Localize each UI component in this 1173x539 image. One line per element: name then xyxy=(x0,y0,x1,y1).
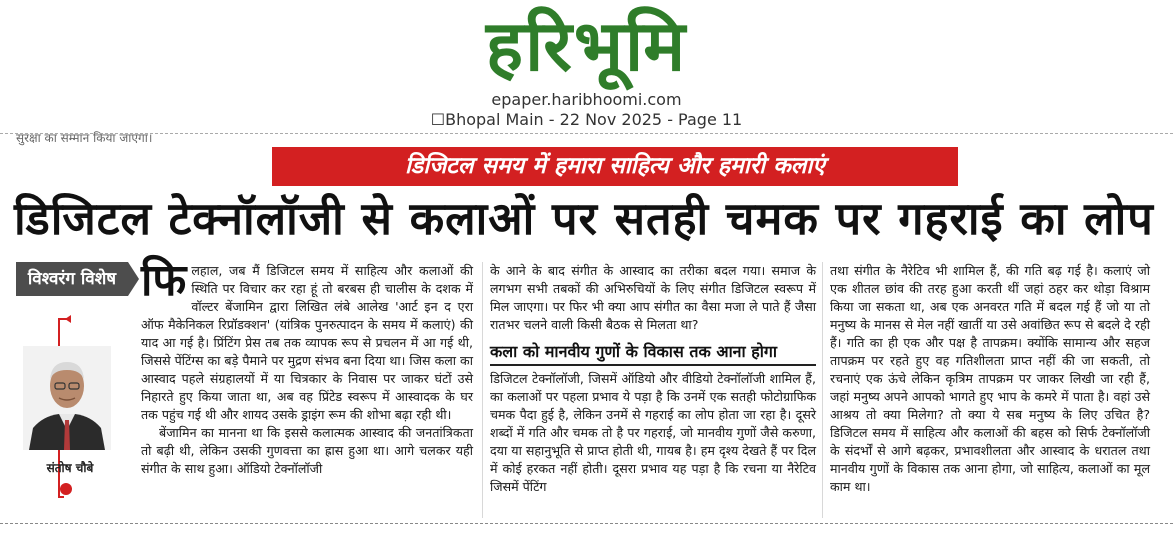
section-kicker: विश्वरंग विशेष xyxy=(16,262,128,296)
article-column-2 xyxy=(490,262,816,496)
article-headline: डिजिटल टेक्नॉलॉजी से कलाओं पर सतही चमक पर गहराई का लोप xyxy=(14,192,1154,245)
edition-glyph: ☐ xyxy=(430,110,446,129)
previous-article-snippet: सुरक्षा का सम्मान किया जाएगा। xyxy=(16,131,153,145)
article-column-1 xyxy=(141,255,473,478)
column-divider xyxy=(822,262,823,518)
col1-p1-text: लहाल, जब मैं डिजिटल समय में साहित्य और कलाओं की स्थिति पर विचार कर रहा हूं तो बरबस ही चालीस के दशक में वॉल्टर बेंजामिन द्वारा लिखित लंबे आलेख 'आर्ट इन द एरा ऑफ मैकेनिकल रिप्रॉडक्शन' (यांत्रिक पुनरुत्पादन के समय में कलाएं) की याद आ गई है। प्रिंटिंग प्रेस तब तक व्यापक रूप से प्रचलन में आ गई थी, जिससे पेंटिंग्स का बड़े पैमाने पर मुद्रण संभव बना दिया था। जिस कला का आस्वाद पहले संग्रहालयों में या चित्रकार के निवास पर जाकर घंटों उसे निहारते हुए किया जाता था, अब वह प्रिंटेड स्वरूप में आस्वादक के घर तक पहुंच गई थी और शायद उसके ड्राइंग रूम की शोभा बढ़ा रही थी। xyxy=(141,263,473,422)
column-divider xyxy=(482,262,483,518)
article-subhead: कला को मानवीय गुणों के विकास तक आना होगा xyxy=(490,340,816,366)
drop-cap: फि xyxy=(141,255,187,306)
col2-paragraph-2: डिजिटल टेक्नॉलॉजी, जिसमें ऑडियो और वीडियो टेक्नॉलॉजी शामिल हैं, का कलाओं पर पहला प्रभाव ये पड़ा है कि उनमें एक सतही फोटोग्राफिक चमक पैदा हुई है, लेकिन उनमें से गहराई का लोप होता जा रहा है। दूसरे शब्दों में गति और चमक तो है पर गहराई, जो मानवीय गुणों जैसे करुणा, दया या सहानुभूति से प्राप्त होती थी, गायब है। हम दृश्य देखते हैं पर दिल में कोई हरकत नहीं होती। दूसरा प्रभाव यह पड़ा है कि रचना या नैरेटिव जिसमें पेंटिंग xyxy=(490,371,816,494)
col2-paragraph-1: के आने के बाद संगीत के आस्वाद का तरीका बदल गया। समाज के लगभग सभी तबकों की अभिरुचियों के लिए संगीत डिजिटल स्वरूप में मिल जाएगा। पर फिर भी क्या आप संगीत का वैसा मजा ले पाते हैं जैसा रातभर चलने वाली किसी बैठक से मिलता था? xyxy=(490,263,816,332)
author-portrait-icon xyxy=(23,346,111,450)
edition-info xyxy=(0,110,1173,129)
clip-divider-bottom xyxy=(0,523,1173,524)
col1-paragraph-2: बेंजामिन का मानना था कि इससे कलात्मक आस्वाद की जनतांत्रिकता तो बढ़ी थी, लेकिन उसकी गुणवत्ता का ह्रास हुआ था। आगे चलकर यही संगीत के साथ हुआ। ऑडियो टेक्नॉलॉजी xyxy=(141,425,473,476)
clip-divider-top xyxy=(0,133,1173,134)
article-strap: डिजिटल समय में हमारा साहित्य और हमारी कलाएं xyxy=(272,147,958,186)
author-name: संतोष चौबे xyxy=(46,461,94,475)
col1-paragraph-1 xyxy=(141,255,473,424)
kicker-arrow-icon xyxy=(128,262,139,296)
col3-paragraph-1: तथा संगीत के नैरेटिव भी शामिल हैं, की गति बढ़ गई है। कलाएं जो एक शीतल छांव की तरह हुआ करती थीं जहां ठहर कर थोड़ा विश्राम किया जा सकता था, अब एक अनवरत गति में बदल गई हैं जो या तो मनुष्य के मानस से मेल नहीं खातीं या उसे अवांछित रूप से बदले दे रही हैं। गति का ही एक और पक्ष है तापक्रम। क्योंकि सामान्य और सहज तापक्रम पर रहते हुए वह गतिशीलता प्राप्त नहीं की जा सकती, तो रचनाएं एक ऊंचे लेकिन कृत्रिम तापक्रम पर जाकर लिखी जा रही हैं, जहां मनुष्य अपने आपको भागते हुए भाप के कमरे में पाता है। वहां उसे आश्रय तो क्या मिलेगा? तो क्या ये सब मनुष्य के लिए उचित है? डिजिटल समय में साहित्य और कलाओं की बहस को सिर्फ टेक्नॉलॉजी के संदर्भों से आगे बढ़कर, प्रभावशीलता और आस्वाद के धरातल तथा मानवीय गुणों के विकास तक आना होगा, जो साहित्य, कलाओं का मूल काम था। xyxy=(830,263,1150,494)
author-photo xyxy=(23,346,111,450)
site-url[interactable]: epaper.haribhoomi.com xyxy=(491,90,682,109)
haribhoomi-logo: हरिभूमि xyxy=(485,5,688,87)
article-column-3 xyxy=(830,262,1150,496)
edition-label: Bhopal Main - 22 Nov 2025 - Page 11 xyxy=(445,110,743,129)
